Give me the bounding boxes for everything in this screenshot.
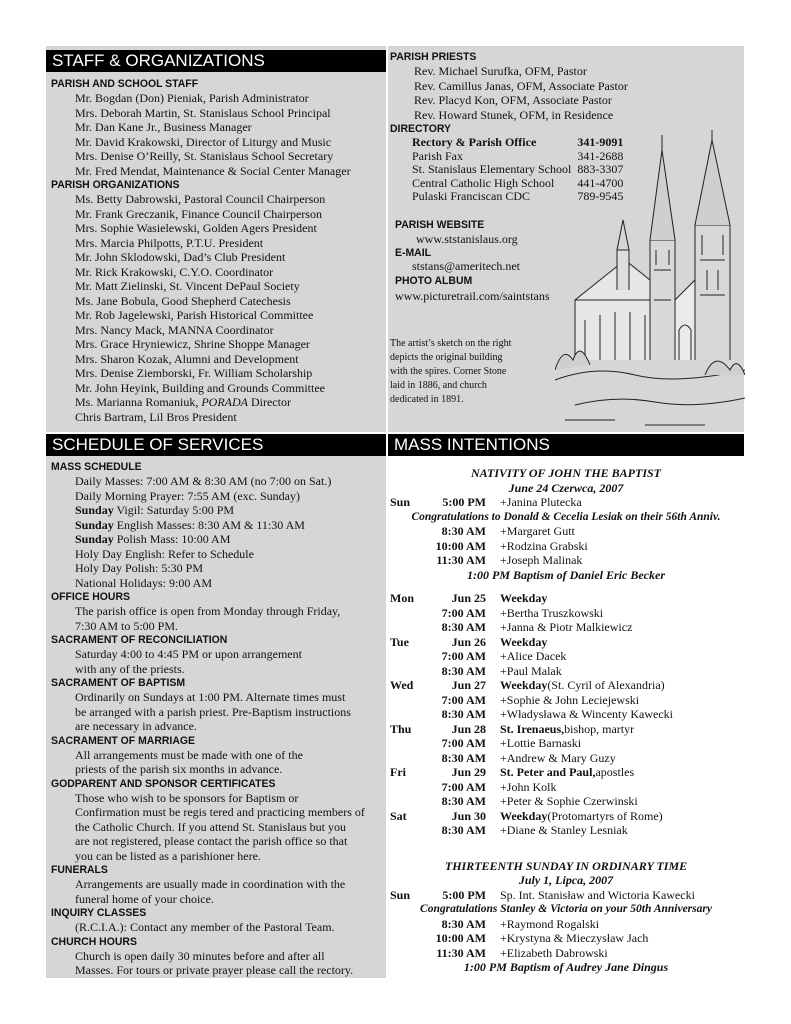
- mass-schedule-label: MASS SCHEDULE: [51, 461, 142, 473]
- office-hours-label: OFFICE HOURS: [51, 591, 130, 603]
- list-line: with any of the priests.: [75, 661, 185, 676]
- photo-value[interactable]: www.picturetrail.com/saintstans: [395, 289, 550, 303]
- mass-text: Holy Day Polish: 5:30 PM: [75, 561, 204, 575]
- inquiry-label: INQUIRY CLASSES: [51, 907, 147, 919]
- list-line: Mrs. Denise O’Reilly, St. Stanislaus School Secretary: [75, 149, 334, 163]
- weekday-feast: St. Peter and Paul,: [500, 765, 596, 779]
- intention-time: 8:30 AM: [441, 707, 486, 721]
- intention-row: [388, 591, 744, 606]
- mass-line: [51, 547, 386, 562]
- romaniuk-name: Ms. Marianna Romaniuk,: [75, 395, 202, 409]
- intention-text: +Władysława & Wincenty Kawecki: [500, 707, 674, 721]
- intention-text: +Elizabeth Dabrowski: [500, 945, 608, 960]
- sketch-caption: [390, 337, 511, 407]
- intention-time: 7:00 AM: [441, 736, 486, 750]
- list-line: Mrs. Grace Hryniewicz, Shrine Shoppe Manager: [75, 337, 310, 351]
- intention-text: +Rodzina Grabski: [500, 538, 588, 553]
- intention-time: 10:00 AM: [435, 931, 486, 945]
- intention-time: Jun 29: [451, 765, 486, 779]
- list-line: Mr. Frank Greczanik, Finance Council Chairperson: [75, 206, 322, 221]
- directory-phone: 341-2688: [577, 148, 624, 163]
- intention-time: 8:30 AM: [441, 916, 486, 931]
- list-line: Mrs. Sophie Wasielewski, Golden Agers President: [75, 221, 317, 235]
- list-line: priests of the parish six months in advance.: [75, 762, 283, 776]
- mass-text: Vigil: Saturday 5:00 PM: [113, 503, 235, 517]
- list-line: Mrs. Denise Ziemborski, Fr. William Scholarship: [75, 366, 313, 380]
- list-line: Mr. Dan Kane Jr., Business Manager: [75, 120, 252, 134]
- week2-sunday-list: [388, 917, 744, 961]
- intention-text: +Sophie & John Leciejewski: [500, 692, 640, 707]
- list-line: Rev. Michael Surufka, OFM, Pastor: [414, 64, 587, 78]
- directory-phone: 441-4700: [577, 175, 624, 190]
- mass-text: Holy Day English: Refer to Schedule: [75, 546, 254, 561]
- directory-phone: 341-9091: [577, 135, 624, 149]
- list-line: Masses. For tours or private prayer please call the rectory.: [75, 963, 354, 977]
- mass-day: Sunday: [75, 532, 114, 546]
- godparent-label: GODPARENT AND SPONSOR CERTIFICATES: [51, 777, 276, 790]
- parish-org-label: PARISH ORGANIZATIONS: [51, 179, 180, 191]
- list-line: Arrangements are usually made in coordination with the: [75, 877, 346, 891]
- week1-sunday-list: [388, 524, 744, 568]
- intention-time: 8:30 AM: [441, 663, 486, 678]
- list-line: funeral home of your choice.: [75, 891, 214, 906]
- list-line: Mr. Rob Jagelewski, Parish Historical Committee: [75, 308, 314, 322]
- intention-text: +Janina Plutecka: [500, 495, 582, 509]
- intention-text: +Alice Dacek: [500, 649, 567, 663]
- list-line: Mr. David Krakowski, Director of Liturgy and Music: [75, 134, 332, 149]
- intention-text: [500, 591, 547, 606]
- intention-row: [388, 553, 744, 568]
- list-line: The parish office is open from Monday through Friday,: [75, 604, 341, 618]
- email-value[interactable]: ststans@ameritech.net: [412, 259, 521, 273]
- intention-row: [388, 931, 744, 946]
- intention-time: Jun 30: [451, 808, 486, 823]
- weekday-feast: Weekday: [500, 634, 548, 649]
- intention-day: Thu: [390, 721, 412, 736]
- caption-line: with the spires. Corner Stone: [390, 366, 507, 377]
- list-line: Saturday 4:00 to 4:45 PM or upon arrangement: [75, 647, 302, 661]
- mass-line: [51, 561, 386, 576]
- intention-text: +Janna & Piotr Malkiewicz: [500, 620, 633, 634]
- intention-row: [388, 678, 744, 693]
- list-line: Mrs. Nancy Mack, MANNA Coordinator: [75, 322, 274, 337]
- intention-row: [388, 946, 744, 961]
- intention-text: +Raymond Rogalski: [500, 916, 600, 931]
- caption-line: laid in 1886, and church: [390, 380, 487, 391]
- schedule-header: [46, 434, 386, 456]
- mass-day: Sunday: [75, 517, 114, 532]
- inquiry-list: [51, 920, 386, 935]
- intention-row: [388, 524, 744, 539]
- intention-row: [388, 635, 744, 650]
- church-hours-list: [51, 949, 386, 978]
- bartram-line: Chris Bartram, Lil Bros President: [75, 409, 237, 424]
- marriage-list: [51, 748, 386, 777]
- intention-time: 11:30 AM: [436, 553, 486, 567]
- mass-line: [51, 489, 386, 504]
- list-line: Those who wish to be sponsors for Baptism or: [75, 790, 299, 805]
- intention-row: [388, 707, 744, 722]
- directory-phone: 789-9545: [577, 189, 624, 204]
- intention-time: 5:00 PM: [442, 887, 486, 902]
- intention-time: Jun 26: [451, 634, 486, 649]
- directory-name: Central Catholic High School: [412, 175, 555, 190]
- intention-row: [388, 620, 744, 635]
- staff-title: STAFF & ORGANIZATIONS: [52, 51, 265, 70]
- intention-time: Jun 27: [451, 678, 486, 692]
- romaniuk-role: Director: [247, 395, 291, 409]
- intention-text: [500, 765, 635, 780]
- schedule-title: SCHEDULE OF SERVICES: [52, 435, 264, 454]
- intention-text: +Krystyna & Mieczysław Jach: [500, 931, 649, 945]
- week1-date: June 24 Czerwca, 2007: [508, 480, 624, 495]
- directory-name: St. Stanislaus Elementary School: [412, 162, 572, 177]
- website-value[interactable]: www.ststanislaus.org: [416, 232, 518, 246]
- list-line: Ms. Betty Dabrowski, Pastoral Council Chairperson: [75, 192, 326, 206]
- intention-time: 7:00 AM: [441, 779, 486, 794]
- funerals-label: FUNERALS: [51, 864, 108, 876]
- school-staff-list: [51, 91, 386, 178]
- list-line: Mr. Rick Krakowski, C.Y.O. Coordinator: [75, 264, 274, 279]
- weekday-note: (Protomartyrs of Rome): [547, 808, 663, 823]
- weekday-list: [388, 591, 744, 838]
- intention-row: [388, 736, 744, 751]
- mass-text: Daily Masses: 7:00 AM & 8:30 AM (no 7:00 on Sat.): [75, 474, 332, 488]
- staff-header: [46, 50, 386, 72]
- reconciliation-label: SACRAMENT OF RECONCILIATION: [51, 634, 228, 646]
- intention-row: [388, 539, 744, 554]
- godparent-list: [51, 791, 386, 864]
- list-line: Mr. Fred Mendat, Maintenance & Social Center Manager: [75, 163, 351, 178]
- list-line: be arranged with a parish priest. Pre-Baptism instructions: [75, 704, 351, 719]
- intention-row: [388, 765, 744, 780]
- weekday-feast: Weekday: [500, 678, 548, 692]
- intention-text: +Lottie Barnaski: [500, 736, 582, 750]
- weekday-feast: Weekday: [500, 591, 548, 605]
- list-line: the Catholic Church. If you attend St. Stanislaus but you: [75, 819, 346, 834]
- mass-text: English Masses: 8:30 AM & 11:30 AM: [113, 517, 305, 532]
- intention-text: +Peter & Sophie Czerwinski: [500, 794, 638, 808]
- church-hours-label: CHURCH HOURS: [51, 935, 137, 948]
- list-line: All arrangements must be made with one of the: [75, 747, 303, 762]
- intention-row: [388, 664, 744, 679]
- list-line: you can be listed as a parishioner here.: [75, 848, 261, 863]
- office-hours-list: [51, 604, 386, 633]
- baptism-label: SACRAMENT OF BAPTISM: [51, 677, 186, 689]
- week1-title: NATIVITY OF JOHN THE BAPTIST: [470, 466, 662, 480]
- directory-name: Parish Fax: [412, 148, 463, 163]
- intention-time: 8:30 AM: [441, 524, 486, 538]
- mass-line: [51, 532, 386, 547]
- priests-label: PARISH PRIESTS: [390, 51, 477, 63]
- intention-text: +Bertha Truszkowski: [500, 605, 604, 620]
- intention-row: [388, 917, 744, 932]
- list-line: Mrs. Marcia Philpotts, P.T.U. President: [75, 235, 264, 250]
- list-line: Mrs. Sharon Kozak, Alumni and Development: [75, 351, 299, 366]
- intention-day: Wed: [390, 678, 414, 692]
- intention-text: +Margaret Gutt: [500, 524, 575, 538]
- intention-text: [500, 721, 635, 737]
- marriage-label: SACRAMENT OF MARRIAGE: [51, 734, 195, 747]
- intention-day: Sun: [390, 495, 411, 509]
- list-line: (R.C.I.A.): Contact any member of the Pastoral Team.: [75, 920, 335, 934]
- list-line: Mr. John Sklodowski, Dad’s Club President: [75, 250, 286, 264]
- list-line: Ordinarily on Sundays at 1:00 PM. Alternate times must: [75, 690, 346, 704]
- intention-time: 7:00 AM: [441, 692, 486, 707]
- week2-title: THIRTEENTH SUNDAY IN ORDINARY TIME: [444, 858, 688, 873]
- church-sketch-icon: [555, 130, 745, 432]
- staff-content: [51, 77, 386, 424]
- reconciliation-list: [51, 647, 386, 676]
- funerals-list: [51, 877, 386, 906]
- list-line: Mr. Bogdan (Don) Pieniak, Parish Administrator: [75, 91, 309, 105]
- list-line: are not registered, please contact the parish office so that: [75, 834, 348, 848]
- intention-day: Tue: [390, 634, 409, 649]
- baptism-note: 1:00 PM Baptism of Audrey Jane Dingus: [463, 960, 669, 974]
- intention-row: [388, 794, 744, 809]
- weekday-feast: St. Irenaeus,: [500, 721, 565, 736]
- caption-line: The artist’s sketch on the right: [390, 338, 512, 349]
- school-staff-label: PARISH AND SCHOOL STAFF: [51, 78, 199, 90]
- romaniuk-line: [51, 395, 386, 410]
- weekday-feast: Weekday: [500, 808, 548, 823]
- intention-row: [388, 780, 744, 795]
- intention-text: [500, 678, 665, 693]
- intention-day: Sun: [390, 887, 411, 902]
- intentions-header: [388, 434, 744, 456]
- directory-label: DIRECTORY: [390, 123, 451, 135]
- intention-time: 5:00 PM: [442, 495, 486, 509]
- list-line: are necessary in advance.: [75, 719, 197, 733]
- intention-time: 8:30 AM: [441, 794, 486, 808]
- mass-text: National Holidays: 9:00 AM: [75, 575, 212, 590]
- weekday-note: apostles: [595, 765, 635, 779]
- intention-time: 7:00 AM: [441, 649, 486, 663]
- intention-time: Jun 25: [451, 591, 486, 605]
- congrats-line: Congratulations Stanley & Victoria on your 50th Anniversary: [420, 903, 712, 915]
- intention-row: [388, 722, 744, 737]
- list-line: Confirmation must be regis tered and practicing members of: [75, 805, 365, 819]
- intention-text: Sp. Int. Stanisław and Wictoria Kawecki: [500, 887, 695, 902]
- intention-time: 7:00 AM: [441, 605, 486, 620]
- intention-row: [388, 495, 744, 510]
- intention-time: Jun 28: [451, 721, 486, 736]
- intention-text: [500, 808, 663, 824]
- intention-day: Sat: [390, 808, 407, 823]
- list-line: 7:30 AM to 5:00 PM.: [75, 618, 179, 633]
- email-label: E-MAIL: [395, 247, 431, 259]
- intention-text: +Joseph Malinak: [500, 553, 583, 567]
- intentions-title: MASS INTENTIONS: [394, 435, 550, 454]
- schedule-content: [51, 460, 386, 978]
- intention-row: [388, 606, 744, 621]
- intention-day: Fri: [390, 765, 406, 779]
- intention-row: [388, 809, 744, 824]
- caption-line: dedicated in 1891.: [390, 394, 464, 405]
- list-line: Mr. Matt Zielinski, St. Vincent DePaul Society: [75, 279, 300, 293]
- porada-title: PORADA: [201, 395, 248, 409]
- mass-text: Daily Morning Prayer: 7:55 AM (exc. Sunday): [75, 488, 300, 503]
- intention-row: [388, 751, 744, 766]
- intention-text: [500, 635, 547, 650]
- baptism-list: [51, 690, 386, 734]
- mass-intentions: [388, 466, 744, 975]
- intention-text: +Diane & Stanley Lesniak: [500, 823, 628, 837]
- mass-line: [51, 576, 386, 591]
- mass-text: Polish Mass: 10:00 AM: [113, 532, 231, 546]
- directory-name: Pulaski Franciscan CDC: [412, 189, 530, 204]
- directory-phone: 883-3307: [577, 162, 624, 177]
- intention-text: +Paul Malak: [500, 663, 562, 678]
- parish-org-list: [51, 192, 386, 395]
- mass-line: [51, 503, 386, 518]
- intention-row: [388, 649, 744, 664]
- list-line: Rev. Placyd Kon, OFM, Associate Pastor: [414, 93, 612, 107]
- intention-day: Mon: [390, 591, 414, 605]
- intention-time: 8:30 AM: [441, 620, 486, 634]
- list-line: Rev. Howard Stunek, OFM, in Residence: [414, 107, 614, 122]
- directory-name: Rectory & Parish Office: [412, 135, 537, 149]
- weekday-note: (St. Cyril of Alexandria): [547, 678, 665, 692]
- congrats-line: Congratulations to Donald & Cecelia Lesiak on their 56th Anniv.: [411, 510, 721, 523]
- list-line: Rev. Camillus Janas, OFM, Associate Pastor: [414, 78, 628, 93]
- mass-schedule-list: [51, 474, 386, 590]
- intention-time: 8:30 AM: [441, 750, 486, 765]
- list-line: Ms. Jane Bobula, Good Shepherd Catechesis: [75, 293, 291, 308]
- list-line: Church is open daily 30 minutes before and after all: [75, 948, 325, 963]
- photo-label: PHOTO ALBUM: [395, 275, 473, 287]
- baptism-note: 1:00 PM Baptism of Daniel Eric Becker: [467, 567, 665, 582]
- intention-time: 11:30 AM: [436, 945, 486, 960]
- mass-line: [51, 518, 386, 533]
- week2-date: July 1, Lipca, 2007: [518, 873, 614, 887]
- mass-day: Sunday: [75, 503, 114, 517]
- intention-row: [388, 888, 744, 903]
- intention-row: [388, 693, 744, 708]
- mass-line: [51, 474, 386, 489]
- intention-time: 10:00 AM: [435, 538, 486, 553]
- weekday-note: bishop, martyr: [564, 721, 635, 736]
- caption-line: depicts the original building: [390, 352, 503, 363]
- priest-list: [390, 64, 740, 122]
- intention-text: +John Kolk: [500, 779, 557, 794]
- list-line: Mr. John Heyink, Building and Grounds Committee: [75, 380, 325, 395]
- intention-text: +Andrew & Mary Guzy: [500, 750, 616, 765]
- intention-row: [388, 823, 744, 838]
- list-line: Mrs. Deborah Martin, St. Stanislaus School Principal: [75, 105, 331, 120]
- website-label: PARISH WEBSITE: [395, 219, 485, 231]
- intention-time: 8:30 AM: [441, 823, 486, 837]
